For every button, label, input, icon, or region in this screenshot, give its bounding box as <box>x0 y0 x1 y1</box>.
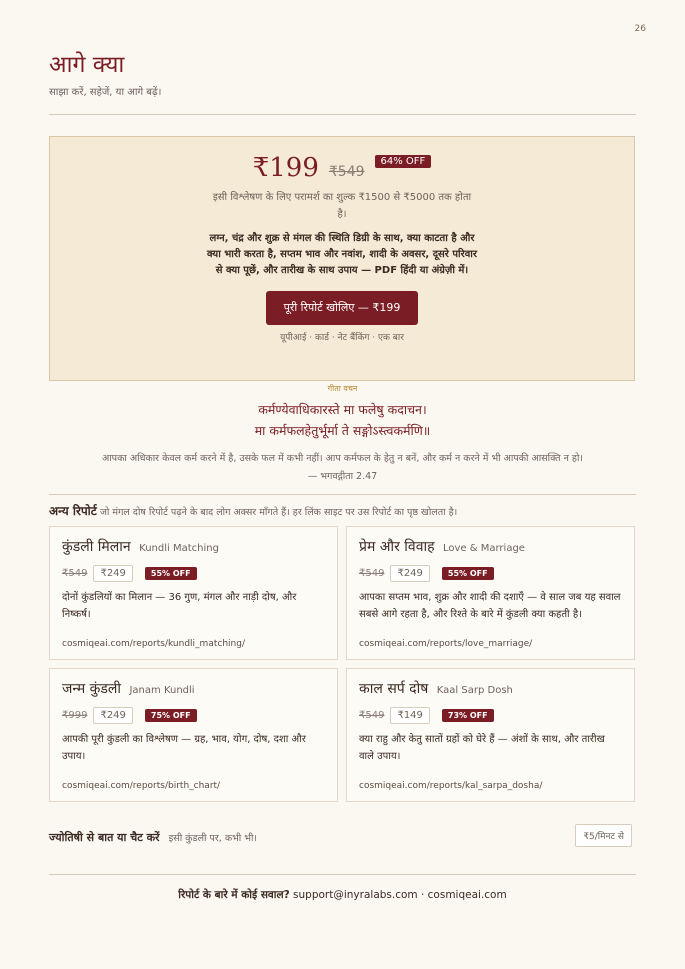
footer-question: रिपोर्ट के बारे में कोई सवाल? <box>178 889 290 901</box>
card-discount-badge: 73% OFF <box>442 709 494 722</box>
open-report-button[interactable]: पूरी रिपोर्ट खोलिए — ₹199 <box>266 291 419 325</box>
report-card-janam-kundli[interactable] <box>49 668 338 802</box>
card-old-price: ₹999 <box>62 710 88 721</box>
astrologer-title: ज्योतिषी से बात या चैट करें <box>49 831 160 844</box>
card-title-hi: प्रेम और विवाह <box>359 539 435 555</box>
card-price-row <box>359 707 622 724</box>
discount-badge: 64% OFF <box>375 155 432 168</box>
card-title-en: Love & Marriage <box>443 543 525 554</box>
card-title-en: Kundli Matching <box>139 543 219 554</box>
card-price: ₹149 <box>390 707 429 724</box>
card-title <box>359 679 622 698</box>
astrologer-row <box>49 826 636 845</box>
price-row <box>50 153 634 183</box>
card-old-price: ₹549 <box>62 568 88 579</box>
footer <box>0 888 685 902</box>
card-price-row <box>359 565 622 582</box>
card-description: आपकी पूरी कुंडली का विश्लेषण — ग्रह, भाव, योग, दोष, दशा और उपाय। <box>62 734 306 762</box>
astrologer-rate-button[interactable]: ₹5/मिनट से <box>575 824 632 847</box>
card-discount-badge: 55% OFF <box>145 567 197 580</box>
card-title-en: Kaal Sarp Dosh <box>436 685 513 696</box>
card-title-hi: जन्म कुंडली <box>62 681 122 697</box>
card-old-price: ₹549 <box>359 568 385 579</box>
card-discount-badge: 75% OFF <box>145 709 197 722</box>
payment-methods: यूपीआई · कार्ड · नेट बैंकिंग · एक बार <box>280 333 404 343</box>
offer-price: ₹199 <box>252 153 319 183</box>
report-card-love-marriage[interactable] <box>346 526 635 660</box>
card-title <box>359 537 622 556</box>
other-reports-intro: जो मंगल दोष रिपोर्ट पढ़ने के बाद लोग अक्सर माँगते हैं। हर लिंक साइट पर उस रिपोर्ट का पृष्ठ खोलता है। <box>99 507 458 518</box>
verse-translation-block <box>60 450 625 486</box>
card-title-en: Janam Kundli <box>129 685 195 696</box>
card-discount-badge: 55% OFF <box>442 567 494 580</box>
card-title <box>62 537 325 556</box>
card-title-hi: काल सर्प दोष <box>359 681 429 697</box>
verse <box>0 399 685 441</box>
card-description: आपका सप्तम भाव, शुक्र और शादी की दशाएँ — वे साल जब यह सवाल सबसे आगे रहता है, और रिश्ते के बारे में कुंडली क्या कहती है। <box>359 592 621 620</box>
card-old-price: ₹549 <box>359 710 385 721</box>
page-header <box>49 50 636 98</box>
report-card-kundli-matching[interactable] <box>49 526 338 660</box>
card-link[interactable]: cosmiqeai.com/reports/love_marriage/ <box>359 639 533 649</box>
card-title-hi: कुंडली मिलान <box>62 539 131 555</box>
card-description: दोनों कुंडलियों का मिलान — 36 गुण, मंगल और नाड़ी दोष, और निष्कर्ष। <box>62 592 297 620</box>
card-description: क्या राहु और केतु सातों ग्रहों को घेरे हैं — अंशों के साथ, और तारीख वाले उपाय। <box>359 734 605 762</box>
verse-line-1: कर्मण्येवाधिकारस्ते मा फलेषु कदाचन। <box>258 402 427 417</box>
offer-old-price: ₹549 <box>328 164 365 180</box>
divider <box>49 874 636 875</box>
divider <box>49 494 636 495</box>
verse-translation: आपका अधिकार केवल कर्म करने में है, उसके फल में कभी नहीं। आप कर्मफल के हेतु न बनें, और कर्म न करने में भी आपकी आसक्ति न हो। <box>101 453 584 464</box>
card-link[interactable]: cosmiqeai.com/reports/birth_chart/ <box>62 781 221 791</box>
card-price-row <box>62 565 325 582</box>
card-link[interactable]: cosmiqeai.com/reports/kal_sarpa_dosha/ <box>359 781 543 791</box>
divider <box>49 114 636 115</box>
card-price-row <box>62 707 325 724</box>
verse-label: गीता वचन <box>327 384 358 393</box>
page-subtitle: साझा करें, सहेजें, या आगे बढ़ें। <box>49 87 162 98</box>
other-reports-title: अन्य रिपोर्ट <box>49 504 97 518</box>
astrologer-subtitle: इसी कुंडली पर, कभी भी। <box>168 833 258 844</box>
card-title <box>62 679 325 698</box>
card-link[interactable]: cosmiqeai.com/reports/kundli_matching/ <box>62 639 245 649</box>
fee-note: इसी विश्लेषण के लिए परामर्श का शुल्क ₹1500 से ₹5000 तक होता है। <box>212 192 472 220</box>
verse-source: — भगवद्गीता 2.47 <box>307 471 378 482</box>
offer-description: लग्न, चंद्र और शुक्र से मंगल की स्थिति डिग्री के साथ, क्या काटता है और क्या भारी करता है, सप्तम भाव और नवांश, शादी के अवसर, दूसरे परिवार से क्या पूछें, और तारीख के साथ उपाय — PDF हिंदी या अंग्रेज़ी में। <box>207 233 477 276</box>
card-price: ₹249 <box>390 565 429 582</box>
other-reports-heading <box>49 502 636 519</box>
card-price: ₹249 <box>93 565 132 582</box>
verse-line-2: मा कर्मफलहेतुर्भूर्मा ते सङ्गोऽस्त्वकर्मणि॥ <box>254 423 431 438</box>
report-card-kaal-sarp-dosh[interactable] <box>346 668 635 802</box>
page-title: आगे क्या <box>49 52 125 78</box>
offer-box <box>49 136 635 381</box>
card-price: ₹249 <box>93 707 132 724</box>
footer-contact[interactable]: support@inyralabs.com · cosmiqeai.com <box>293 889 507 901</box>
page-number: 26 <box>634 24 646 34</box>
